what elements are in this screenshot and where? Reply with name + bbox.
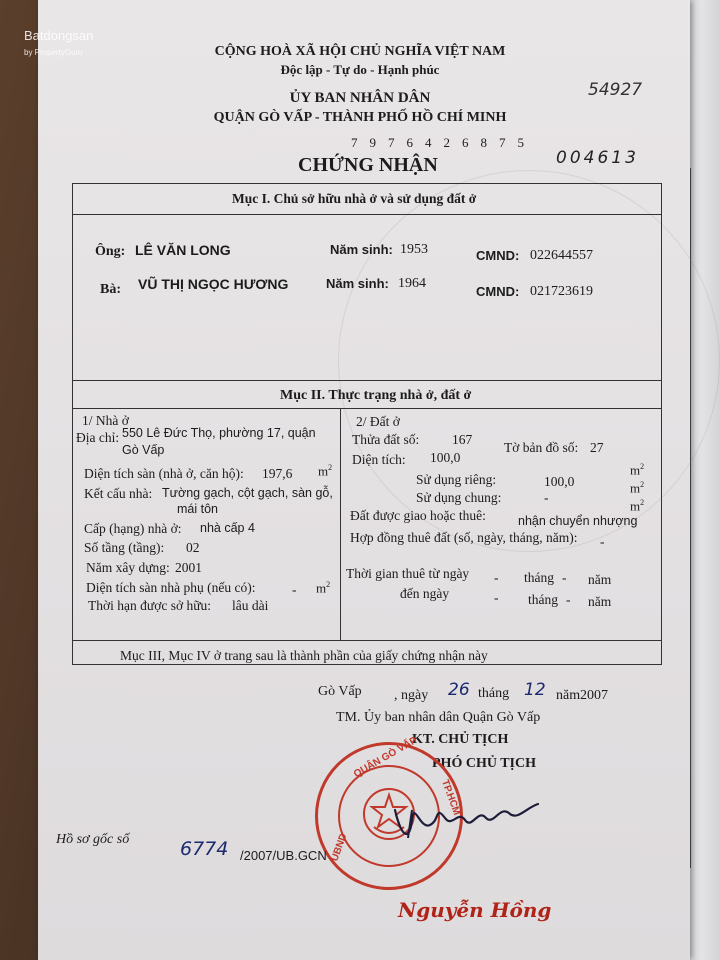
land-private-unit: $m^2$ <box>630 462 645 478</box>
land-private-label: Sử dụng riêng: <box>416 472 497 487</box>
lease-to-month: - <box>566 592 571 607</box>
serial-digit: 6 <box>406 135 413 150</box>
land-plot-label: Thửa đất số: <box>352 432 420 447</box>
land-unit-extra: $m^2$ <box>630 498 645 514</box>
land-map-label: Tờ bản đồ số: <box>504 440 579 455</box>
lease-to-year-label: năm <box>588 594 612 609</box>
land-map: 27 <box>590 440 604 455</box>
serial-handwritten: 004613 <box>556 148 639 168</box>
national-motto: Độc lập - Tự do - Hạnh phúc <box>280 62 440 77</box>
serial-digit: 7 <box>351 135 358 150</box>
lease-from-month-label: tháng <box>524 570 554 585</box>
national-title: CỘNG HOÀ XÃ HỘI CHỦ NGHĨA VIỆT NAM <box>214 44 506 59</box>
section2-title-divider <box>72 408 662 409</box>
owner1-id: 022644557 <box>530 248 593 263</box>
footer-note: Mục III, Mục IV ở trang sau là thành phần của giấy chứng nhận này <box>120 648 488 663</box>
house-address-label: Địa chỉ: <box>76 430 120 445</box>
house-heading: 1/ Nhà ở <box>82 413 129 428</box>
sign-role-1: KT. CHỦ TỊCH <box>412 732 509 747</box>
land-heading: 2/ Đất ở <box>356 414 400 429</box>
section2-title: Mục II. Thực trạng nhà ở, đất ở <box>280 388 472 403</box>
issuer-line-2: QUẬN GÒ VẤP - THÀNH PHỐ HỒ CHÍ MINH <box>213 110 507 125</box>
lease-to-label: đến ngày <box>400 586 450 601</box>
section1-title-divider <box>72 214 662 215</box>
lease-from-day: - <box>494 570 499 585</box>
house-structure-line1: Tường gạch, cột gạch, sàn gỗ, <box>162 486 333 500</box>
serial-digit: 9 <box>369 135 376 150</box>
house-aux-area-label: Diện tích sàn nhà phụ (nếu có): <box>86 580 256 595</box>
sign-month: 12 <box>524 680 546 700</box>
lease-to-month-label: tháng <box>528 592 558 607</box>
handwritten-number: 54927 <box>588 80 643 100</box>
house-year: 2001 <box>175 560 202 575</box>
section2-top-divider <box>72 380 662 381</box>
house-aux-area: - <box>292 582 297 597</box>
sign-role-2: PHÓ CHỦ TỊCH <box>432 756 536 771</box>
house-term: lâu dài <box>232 598 269 613</box>
house-floor-area: 197,6 <box>262 466 293 481</box>
owner2-id-label: CMND: <box>476 284 520 299</box>
serial-digit: 8 <box>480 135 487 150</box>
house-grade: nhà cấp 4 <box>200 521 255 535</box>
land-allocation: nhận chuyển nhượng <box>518 514 638 528</box>
serial-number-digits <box>345 134 530 152</box>
owner1-id-label: CMND: <box>476 248 520 263</box>
serial-digit: 2 <box>443 135 450 150</box>
sign-year-label: năm <box>556 688 581 703</box>
file-ref-suffix: /2007/UB.GCN <box>240 848 327 863</box>
house-structure-line2: mái tôn <box>177 502 218 516</box>
land-shared-label: Sử dụng chung: <box>416 490 502 505</box>
stamp-text-right: TP.HCM <box>439 778 463 817</box>
sign-on-behalf: TM. Ủy ban nhân dân Quận Gò Vấp <box>336 710 541 725</box>
serial-digit: 7 <box>499 135 506 150</box>
watermark-logo: Batdongsan by PropertyGuru <box>24 28 94 57</box>
house-aux-area-unit: $m^2$ <box>316 580 331 596</box>
house-structure-label: Kết cấu nhà: <box>84 486 153 501</box>
owner2-id: 021723619 <box>530 284 593 299</box>
owner1-birth-label: Năm sinh: <box>330 242 393 257</box>
sign-day: 26 <box>448 680 470 700</box>
file-ref-label: Hồ sơ gốc số <box>56 832 130 847</box>
stamp-text-top: QUẬN GÒ VẤP <box>352 734 420 781</box>
land-shared: - <box>544 490 549 505</box>
land-allocation-label: Đất được giao hoặc thuê: <box>350 508 486 523</box>
house-grade-label: Cấp (hạng) nhà ở: <box>84 521 182 536</box>
land-shared-unit: $m^2$ <box>630 480 645 496</box>
section2-bottom-divider <box>72 640 662 641</box>
land-lease-label: Hợp đồng thuê đất (số, ngày, tháng, năm): <box>350 530 578 545</box>
land-area-label: Diện tích: <box>352 452 406 467</box>
signer-name: Nguyễn Hồng <box>398 898 552 922</box>
house-floors-label: Số tầng (tầng): <box>84 540 165 555</box>
lease-from-year-label: năm <box>588 572 612 587</box>
lease-from-label: Thời gian thuê từ ngày <box>346 566 470 581</box>
owner1-title: Ông: <box>95 244 126 259</box>
land-private: 100,0 <box>544 474 575 489</box>
section2-column-divider <box>340 408 341 640</box>
owner2-title: Bà: <box>100 282 121 297</box>
owner2-name: VŨ THỊ NGỌC HƯƠNG <box>138 276 289 292</box>
house-year-label: Năm xây dựng: <box>86 560 170 575</box>
handwritten-signature <box>390 790 550 850</box>
house-address-line2: Gò Vấp <box>122 443 165 457</box>
land-area: 100,0 <box>430 450 461 465</box>
document-title: CHỨNG NHẬN <box>298 154 438 176</box>
house-floors: 02 <box>186 540 200 555</box>
stamp-text-bottom: UBND <box>329 832 350 863</box>
lease-to-day: - <box>494 590 499 605</box>
house-floor-area-unit: $m^2$ <box>318 463 333 479</box>
serial-digit: 7 <box>388 135 395 150</box>
file-ref-number: 6774 <box>180 838 229 860</box>
owner1-name: LÊ VĂN LONG <box>135 242 231 258</box>
house-floor-area-label: Diện tích sàn (nhà ở, căn hộ): <box>84 466 244 481</box>
land-plot: 167 <box>452 432 473 447</box>
house-term-label: Thời hạn được sở hữu: <box>88 598 212 613</box>
owner2-birth-label: Năm sinh: <box>326 276 389 291</box>
sign-year: 2007 <box>580 688 608 703</box>
issuer-line-1: ỦY BAN NHÂN DÂN <box>289 90 431 106</box>
sign-day-label: , ngày <box>394 688 429 703</box>
owner1-birth: 1953 <box>400 242 428 257</box>
house-address-line1: 550 Lê Đức Thọ, phường 17, quận <box>122 426 316 440</box>
section1-title: Mục I. Chủ sở hữu nhà ở và sử dụng đất ở <box>232 191 477 206</box>
lease-from-month: - <box>562 570 567 585</box>
land-lease: - <box>600 534 605 549</box>
owner2-birth: 1964 <box>398 276 426 291</box>
serial-digit: 5 <box>517 135 524 150</box>
serial-digit: 4 <box>425 135 432 150</box>
sign-month-label: tháng <box>478 686 510 701</box>
sign-place: Gò Vấp <box>318 684 362 699</box>
serial-digit: 6 <box>462 135 469 150</box>
